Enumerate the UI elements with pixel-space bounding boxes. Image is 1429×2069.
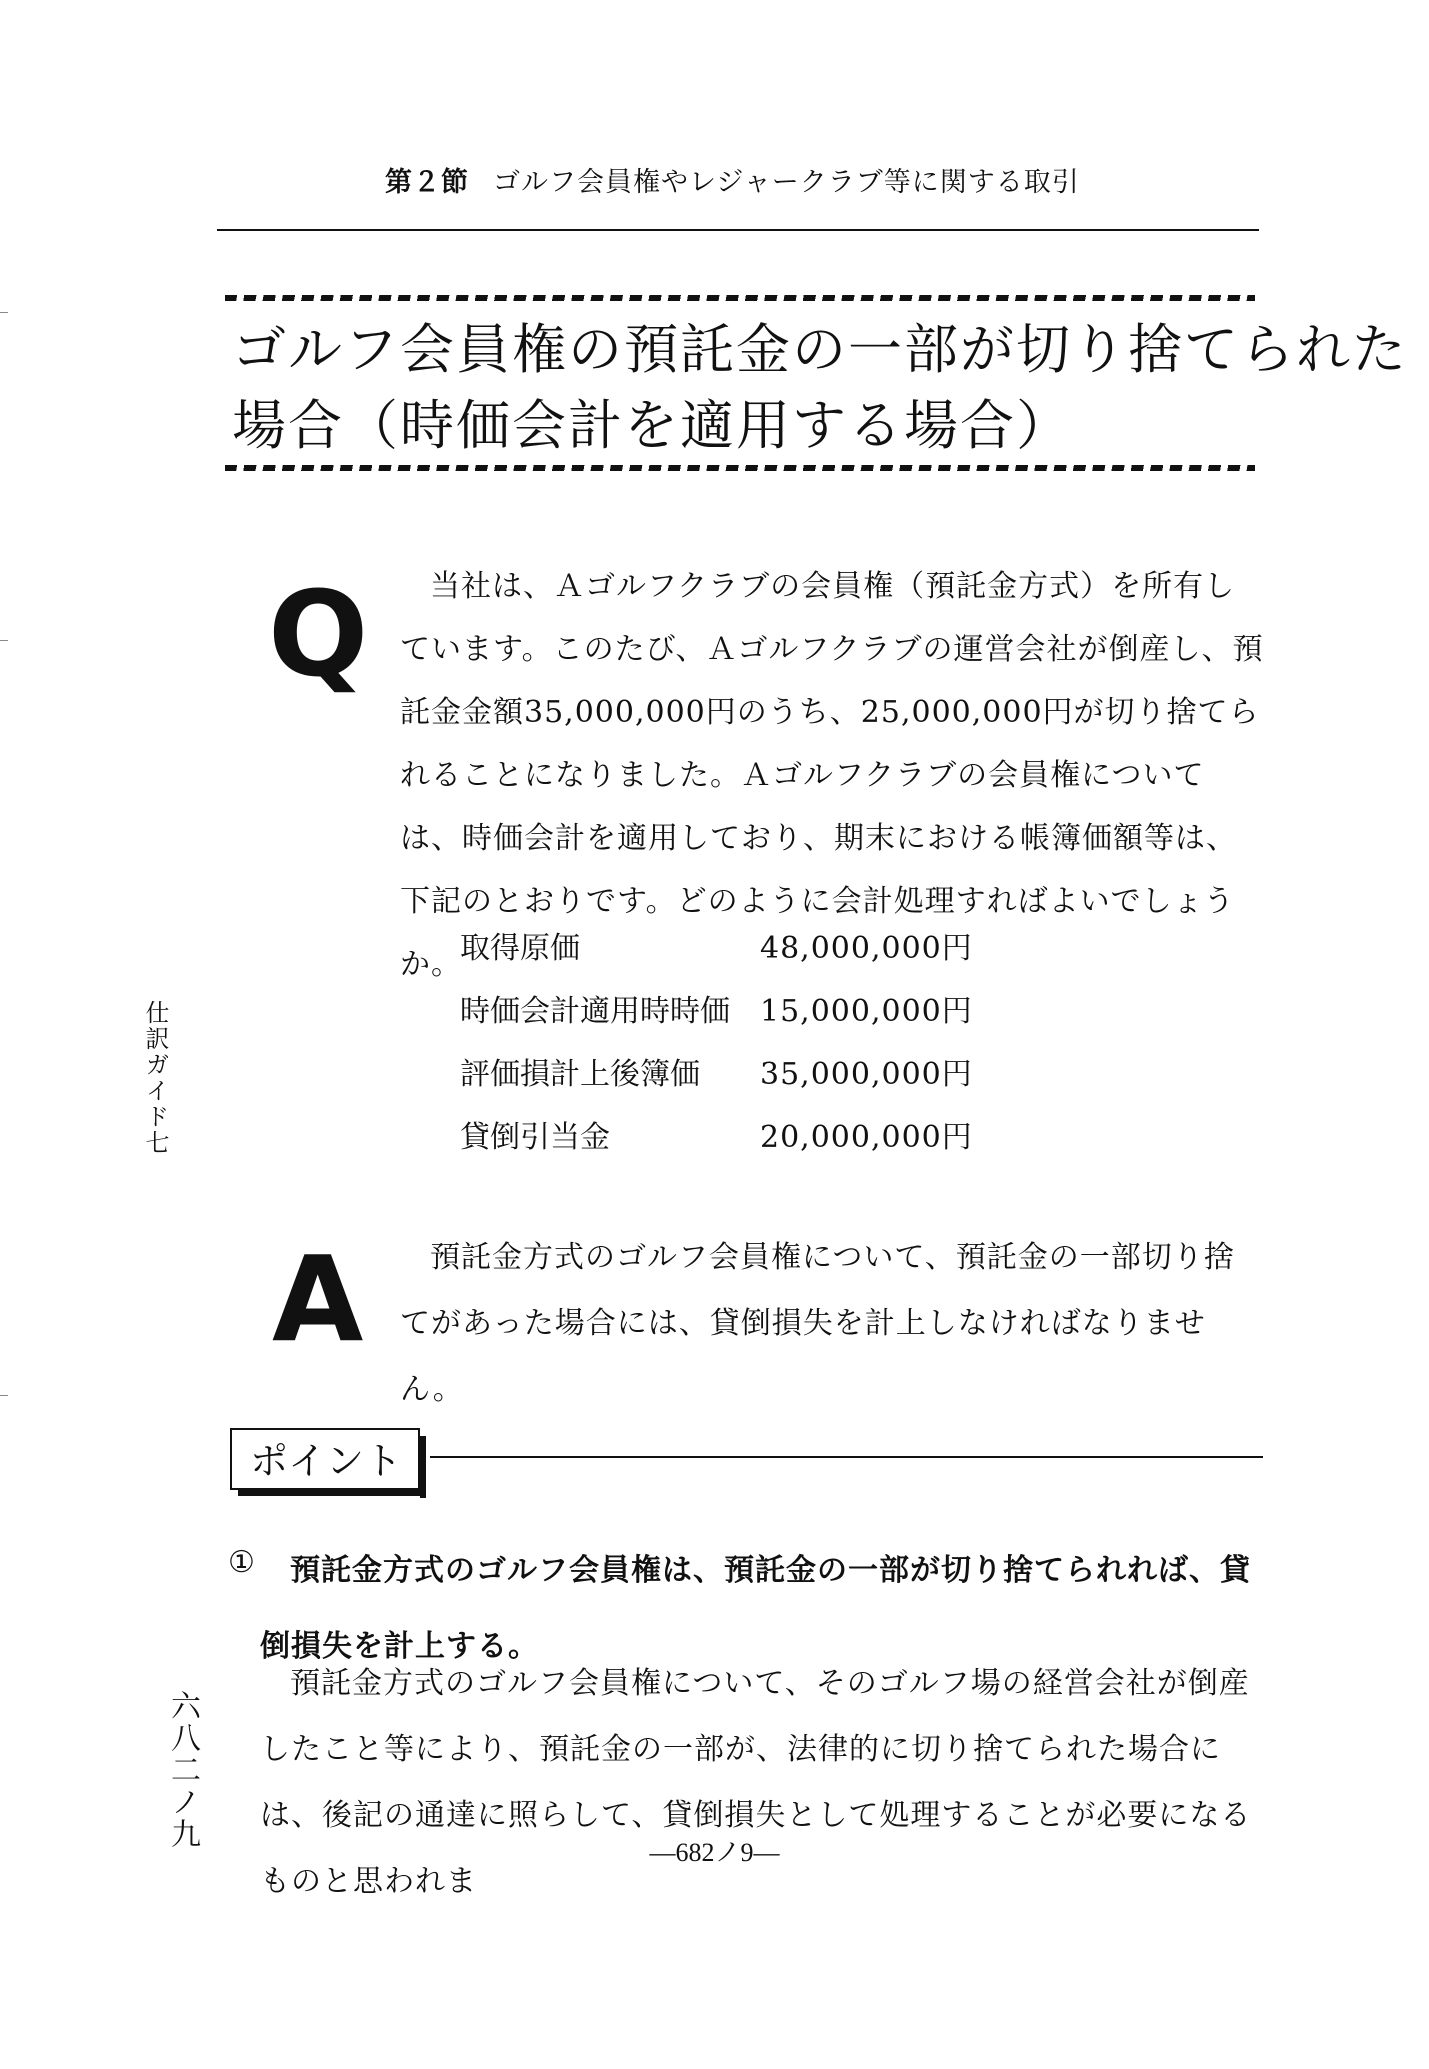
row-label: 貸倒引当金 xyxy=(460,1120,610,1155)
running-header xyxy=(385,160,1080,199)
point-body-text: 預託金方式のゴルフ会員権について、そのゴルフ場の経営会社が倒産したこと等により、預託金の一部が、法律的に切り捨てられた場合には、後記の通達に照らして、貸倒損失として処理することが必要になるものと思われま xyxy=(260,1666,1252,1899)
row-value: 15,000,000円 xyxy=(760,994,973,1029)
side-page-number: 六八二ノ九 xyxy=(165,1690,200,1850)
row-label: 評価損計上後簿価 xyxy=(460,1057,700,1092)
article-title xyxy=(232,312,1408,464)
side-chapter-label: 仕訳ガイド七 xyxy=(141,1000,169,1156)
answer-text: 預託金方式のゴルフ会員権について、預託金の一部切り捨てがあった場合には、貸倒損失を計上しなければなりません。 xyxy=(400,1240,1235,1407)
page-number: —682ノ9— xyxy=(649,1838,780,1867)
answer-letter: A xyxy=(272,1230,364,1368)
point-rule xyxy=(430,1456,1263,1458)
article-title-line1: ゴルフ会員権の預託金の一部が切り捨てられた xyxy=(232,318,1408,381)
table-row xyxy=(460,980,973,1043)
scan-edge-mark xyxy=(0,312,8,313)
row-value: 48,000,000円 xyxy=(760,931,973,966)
row-label: 取得原価 xyxy=(460,931,580,966)
question-text: 当社は、Ａゴルフクラブの会員権（預託金方式）を所有しています。このたび、Ａゴルフクラブの運営会社が倒産し、預託金金額35,000,000円のうち、25,000,000円が切り捨てられることになりました。Ａゴルフクラブの会員権については、時価会計を適用しており、期末における帳簿価額等は、下記のとおりです。どのように会計処理すればよいでしょうか。 xyxy=(400,569,1264,982)
scan-edge-mark xyxy=(0,640,8,641)
title-top-border xyxy=(225,295,1255,301)
question-letter: Q xyxy=(268,565,369,703)
point-heading: ポイント xyxy=(230,1428,420,1490)
article-title-line2: 場合（時価会計を適用する場合） xyxy=(232,394,1072,457)
point-item-number: ① xyxy=(228,1545,255,1580)
title-bottom-border xyxy=(225,465,1255,471)
header-rule xyxy=(217,229,1259,231)
table-row xyxy=(460,1106,973,1169)
table-row xyxy=(460,1043,973,1106)
section-number: 第２節 xyxy=(385,167,469,198)
point-item-heading: 預託金方式のゴルフ会員権は、預託金の一部が切り捨てられれば、貸倒損失を計上する。 xyxy=(260,1553,1251,1664)
table-row xyxy=(460,917,973,980)
balance-table xyxy=(460,917,973,1169)
row-value: 20,000,000円 xyxy=(760,1120,973,1155)
row-label: 時価会計適用時時価 xyxy=(460,994,730,1029)
row-value: 35,000,000円 xyxy=(760,1057,973,1092)
scan-edge-mark xyxy=(0,1395,8,1396)
section-title: ゴルフ会員権やレジャークラブ等に関する取引 xyxy=(493,167,1080,198)
